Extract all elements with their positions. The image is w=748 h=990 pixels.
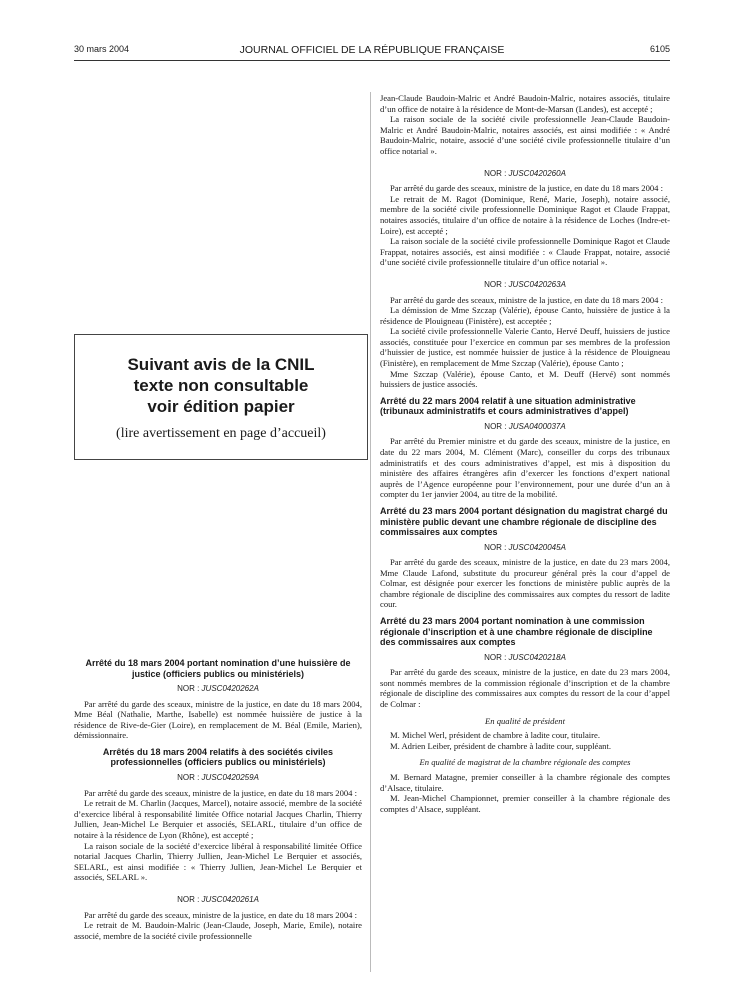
header-date: 30 mars 2004 [74, 44, 130, 54]
section-heading: En qualité de magistrat de la chambre régionale des comptes [419, 757, 631, 768]
paragraph: Par arrêté du garde des sceaux, ministre de la justice, en date du 18 mars 2004 : [390, 183, 663, 194]
paragraph: Le retrait de M. Charlin (Jacques, Marcel), notaire associé, membre de la société d’exercice libéral à responsabilité limitée Office notarial Jacques Charlin, Thierry Jullien, Jean-Michel Le Berquier et associés, SELARL, titulaire d’un office de notaire à la résidence de Lyon (Rhône), est accepté ; [74, 798, 362, 840]
nor-reference [380, 422, 670, 433]
nor-code: JUSC0420260A [508, 168, 566, 178]
paragraph: La raison sociale de la société d’exercice libéral à responsabilité limitée Office notarial Jacques Charlin, Thierry Jullien, Jean-Michel Le Berquier et associés, SELARL, est ainsi modifiée : « Thierry Jullien, Jean-Michel Le Berquier et associés, SELARL ». [74, 840, 362, 883]
article-title: Arrêté du 22 mars 2004 relatif à une situation administrative (tribunaux administratifs et cours administratives d’appel) [380, 395, 636, 417]
nor-reference [74, 895, 362, 906]
paragraph: La raison sociale de la société civile professionnelle Jean-Claude Baudoin-Malric et André Baudoin-Malric, notaires associés, est ainsi modifiée : « André Baudoin-Malric, notaire, associé d’une société civile professionnelle titulaire d’un office notarial ». [380, 114, 670, 156]
nor-label: NOR : [484, 279, 507, 289]
nor-code: JUSC0420263A [508, 279, 566, 289]
paragraph: M. Bernard Matagne, premier conseiller à la chambre régionale des comptes d’Alsace, titulaire. [380, 771, 670, 793]
paragraph: Par arrêté du garde des sceaux, ministre de la justice, en date du 23 mars 2004, Mme Claude Lafond, substitute du procureur général près la cour d’appel de Colmar, est désignée pour exercer les fonctions de ministère public auprès de la chambre régionale de discipline des commissaires aux comptes du ressort de ladite cour. [380, 557, 670, 610]
nor-reference [380, 169, 670, 180]
cnil-notice-line-1: Suivant avis de la CNIL [127, 355, 315, 374]
paragraph: M. Jean-Michel Championnet, premier conseiller à la chambre régionale des comptes d’Alsace, suppléant. [380, 793, 670, 814]
nor-code: JUSA0400037A [508, 421, 566, 431]
paragraph: Par arrêté du garde des sceaux, ministre de la justice, en date du 23 mars 2004, sont nommés membres de la commission régionale d’inscription et de la chambre régionale de discipline des commissaires aux comptes du ressort de la cour d’appel de Colmar : [380, 667, 670, 709]
nor-reference [380, 653, 670, 664]
nor-label: NOR : [177, 772, 200, 782]
page-header [74, 44, 670, 58]
header-rule [74, 60, 670, 61]
nor-code: JUSC0420261A [201, 894, 259, 904]
nor-code: JUSC0420262A [201, 684, 259, 693]
nor-label: NOR : [484, 421, 507, 431]
article-title: Arrêté du 23 mars 2004 portant nomination à une commission régionale d’inscription et à une chambre régionale de discipline des commissaires aux comptes [380, 616, 653, 648]
nor-reference [380, 280, 670, 291]
right-column [380, 93, 670, 814]
paragraph: Par arrêté du Premier ministre et du garde des sceaux, ministre de la justice, en date du 22 mars 2004, M. Clément (Marc), conseiller du corps des tribunaux administratifs et des cours administratives d’appel, est mis à disposition du ministère des affaires étrangères afin d’exercer les fonctions d’expert national auprès de l’Agence européenne pour l’environnement, pour une durée d’un an à compter du 1er janvier 2004, au titre de la mobilité. [380, 436, 670, 500]
cnil-notice-line-2: texte non consultable [133, 376, 309, 395]
nor-label: NOR : [484, 542, 507, 552]
paragraph: Le retrait de M. Ragot (Dominique, René, Marie, Joseph), notaire associé, membre de la société civile professionnelle Dominique Ragot et Claude Frappat, notaires associés, titulaire d’un office de notaire à la résidence de Loches (Indre-et-Loire), est accepté ; [380, 193, 670, 236]
cnil-notice-box [74, 334, 368, 460]
section-heading: En qualité de président [485, 715, 565, 726]
paragraph: Jean-Claude Baudoin-Malric et André Baudoin-Malric, notaires associés, titulaire d’un office de notaire à la résidence de Mont-de-Marsan (Landes), est accepté ; [380, 93, 670, 114]
cnil-notice-line-3: voir édition papier [147, 397, 295, 416]
article-title: Arrêté du 23 mars 2004 portant désignation du magistrat chargé du ministère public devant une chambre régionale de discipline des commissaires aux comptes [380, 506, 668, 537]
nor-label: NOR : [484, 168, 507, 178]
journal-title: JOURNAL OFFICIEL DE LA RÉPUBLIQUE FRANÇAISE [239, 44, 505, 56]
cnil-notice-line-4: (lire avertissement en page d’accueil) [116, 426, 326, 441]
paragraph: Le retrait de M. Baudoin-Malric (Jean-Claude, Joseph, Marie, Emile), notaire associé, membre de la société civile professionnelle [74, 920, 362, 941]
paragraph: Par arrêté du garde des sceaux, ministre de la justice, en date du 18 mars 2004, Mme Béal (Nathalie, Marthe, Isabelle) est nommée huissière de justice à la résidence de Rive-de-Gier (Loire), en remplacement de M. Béal (Emile, Marien), démissionnaire. [74, 698, 362, 741]
paragraph: Mme Szczap (Valérie), épouse Canto, et M. Deuff (Hervé) sont nommés huissiers de justice associés. [380, 368, 670, 390]
paragraph: Par arrêté du garde des sceaux, ministre de la justice, en date du 18 mars 2004 : [390, 294, 663, 305]
nor-reference [380, 543, 670, 554]
paragraph: Par arrêté du garde des sceaux, ministre de la justice, en date du 18 mars 2004 : [84, 909, 357, 920]
nor-label: NOR : [177, 684, 200, 693]
nor-label: NOR : [177, 894, 200, 904]
paragraph: La société civile professionnelle Valerie Canto, Hervé Deuff, huissiers de justice associés, constituée pour l’exercice en commun par ses membres de la profession d’huissier de justice, est nommée huissier de justice à la résidence de Plouigneau (Finistère), en remplacement de Mme Szczap (Valérie), épouse Canto ; [380, 326, 670, 369]
nor-reference [74, 773, 362, 784]
paragraph: La démission de Mme Szczap (Valérie), épouse Canto, huissière de justice à la résidence de Plouigneau (Finistère), est acceptée ; [380, 305, 670, 326]
article-title: Arrêtés du 18 mars 2004 relatifs à des sociétés civiles professionnelles (officiers publics ou ministériels) [102, 746, 334, 768]
paragraph: La raison sociale de la société civile professionnelle Dominique Ragot et Claude Frappat, notaires associés, est ainsi modifiée : « Claude Frappat, notaire, associé d’une société civile professionnelle titulaire d’un office notarial ». [380, 236, 670, 268]
article-title: Arrêté du 18 mars 2004 portant nomination d’une huissière de justice (officiers publics ou ministériels) [85, 658, 351, 679]
nor-code: JUSC0420218A [508, 652, 566, 662]
nor-code: JUSC0420045A [508, 542, 566, 552]
paragraph: M. Michel Werl, président de chambre à ladite cour, titulaire. [390, 730, 600, 741]
nor-label: NOR : [484, 652, 507, 662]
paragraph: M. Adrien Leiber, président de chambre à ladite cour, suppléant. [390, 740, 611, 751]
page-number: 6105 [649, 44, 670, 54]
left-column [74, 652, 362, 941]
paragraph: Par arrêté du garde des sceaux, ministre de la justice, en date du 18 mars 2004 : [84, 787, 357, 798]
nor-reference [74, 684, 362, 695]
nor-code: JUSC0420259A [201, 772, 259, 782]
column-separator [370, 92, 371, 972]
